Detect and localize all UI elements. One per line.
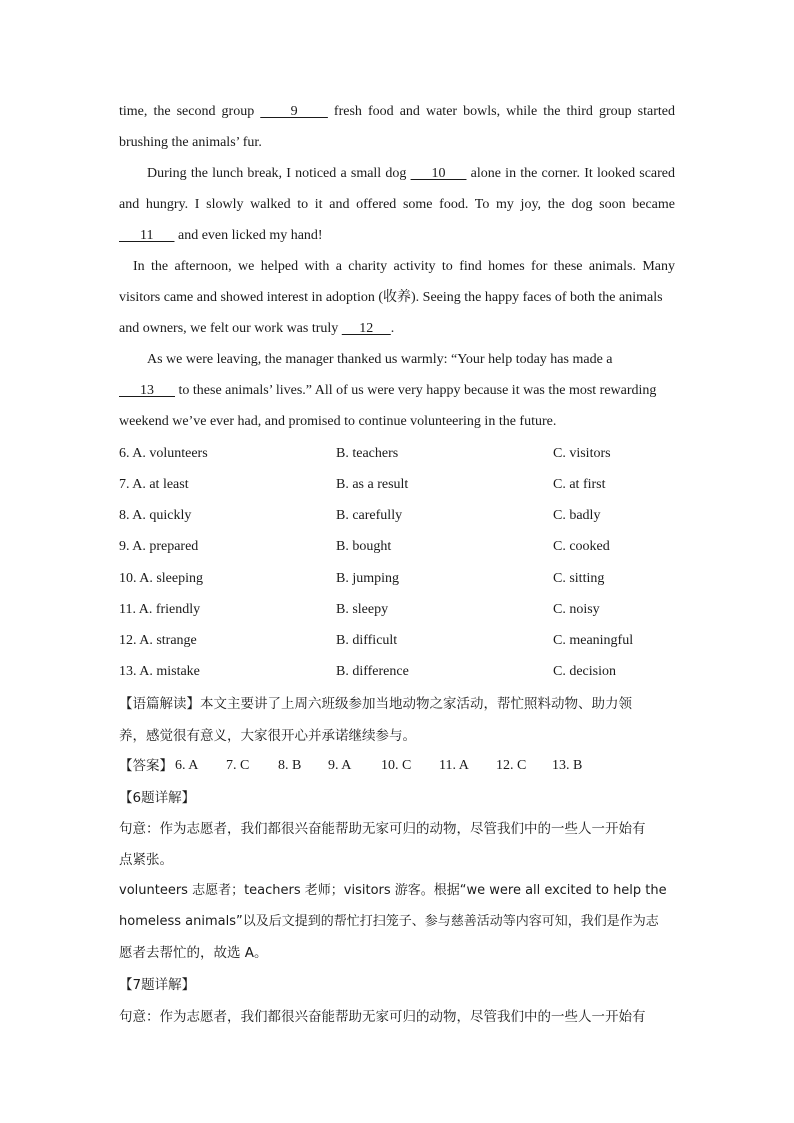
option-b: B. teachers	[336, 446, 399, 461]
answer-item: 11. A	[439, 758, 469, 773]
passage-text: alone in the corner. It looked scared	[466, 166, 676, 181]
option-c: C. badly	[553, 508, 601, 523]
option-a: 6. A. volunteers	[119, 446, 208, 461]
reading-label: 【语篇解读】	[119, 696, 200, 712]
passage-line: As we were leaving, the manager thanked us warmly: “Your help today has made a	[147, 352, 613, 367]
analysis-line: 点紧张。	[119, 852, 173, 868]
analysis-line: 愿者去帮忙的，故选 A。	[119, 945, 268, 961]
answer-item: 7. C	[226, 758, 250, 773]
passage-line	[119, 320, 394, 338]
answer-item: 12. C	[496, 758, 527, 773]
analysis-line: homeless animals”以及后文提到的帮忙打扫笼子、参与慈善活动等内容可知，我们是作为志	[119, 914, 659, 929]
option-a: 9. A. prepared	[119, 539, 199, 554]
option-c: C. cooked	[553, 539, 610, 554]
option-c: C. visitors	[553, 446, 611, 461]
option-b: B. sleepy	[336, 602, 389, 617]
passage-line: and hungry. I slowly walked to it and offered some food. To my joy, the dog soon became	[119, 197, 675, 212]
option-c: C. noisy	[553, 602, 600, 617]
option-a: 10. A. sleeping	[119, 571, 203, 586]
option-a: 8. A. quickly	[119, 508, 192, 523]
analysis-line: 养，感觉很有意义，大家很开心并承诺继续参与。	[119, 728, 416, 744]
passage-line	[119, 382, 656, 400]
passage-line	[147, 165, 675, 183]
passage-text: fresh food and water bowls, while the third group started	[327, 104, 676, 119]
option-a: 12. A. strange	[119, 633, 197, 648]
option-b: B. carefully	[336, 508, 403, 523]
option-c: C. meaningful	[553, 633, 634, 648]
answer-item: 9. A	[328, 758, 352, 773]
reading-analysis	[119, 695, 632, 713]
analysis-line: 句意：作为志愿者，我们都很兴奋能帮助无家可归的动物，尽管我们中的一些人一开始有	[119, 1009, 646, 1025]
blank-12: 12	[341, 321, 391, 336]
q7-title: 【7题详解】	[119, 977, 196, 993]
passage-line: In the afternoon, we helped with a charity activity to find homes for these animals. Many	[133, 259, 675, 274]
answer-item: 8. B	[278, 758, 302, 773]
option-b: B. as a result	[336, 477, 409, 492]
blank-13: 13	[119, 383, 175, 398]
answer-item: 13. B	[552, 758, 583, 773]
blank-11: 11	[119, 228, 175, 243]
analysis-text: 本文主要讲了上周六班级参加当地动物之家活动，帮忙照料动物、助力领	[200, 696, 632, 712]
option-a: 7. A. at least	[119, 477, 189, 492]
option-b: B. bought	[336, 539, 392, 554]
analysis-line: 句意：作为志愿者，我们都很兴奋能帮助无家可归的动物，尽管我们中的一些人一开始有	[119, 821, 646, 837]
answer-item: 10. C	[381, 758, 412, 773]
passage-line: weekend we’ve ever had, and promised to continue volunteering in the future.	[119, 414, 557, 429]
option-b: B. difficult	[336, 633, 398, 648]
option-b: B. jumping	[336, 571, 400, 586]
passage-line	[119, 227, 323, 245]
passage-text: During the lunch break, I noticed a small dog	[147, 166, 411, 181]
passage-text: to these animals’ lives.” All of us were very happy because it was the most rewarding	[175, 383, 657, 398]
blank-10: 10	[410, 166, 467, 181]
answer-row	[119, 757, 675, 775]
passage-text: and even licked my hand!	[174, 228, 323, 243]
analysis-line: volunteers 志愿者；teachers 老师；visitors 游客。根据“we were all excited to help the	[119, 883, 667, 898]
answer-item: 6. A	[175, 758, 199, 773]
option-a: 13. A. mistake	[119, 664, 200, 679]
option-c: C. decision	[553, 664, 616, 679]
passage-text: time, the second group	[119, 104, 261, 119]
passage-line	[119, 103, 675, 121]
q6-title: 【6题详解】	[119, 790, 196, 806]
passage-text: and owners, we felt our work was truly	[119, 321, 342, 336]
option-c: C. sitting	[553, 571, 605, 586]
option-c: C. at first	[553, 477, 606, 492]
blank-9: 9	[260, 104, 328, 119]
option-a: 11. A. friendly	[119, 602, 201, 617]
passage-text: .	[390, 321, 395, 336]
passage-line: visitors came and showed interest in adoption (收养). Seeing the happy faces of both the animals	[119, 290, 663, 305]
option-b: B. difference	[336, 664, 409, 679]
answer-label: 【答案】	[119, 758, 173, 774]
passage-line: brushing the animals’ fur.	[119, 135, 262, 150]
